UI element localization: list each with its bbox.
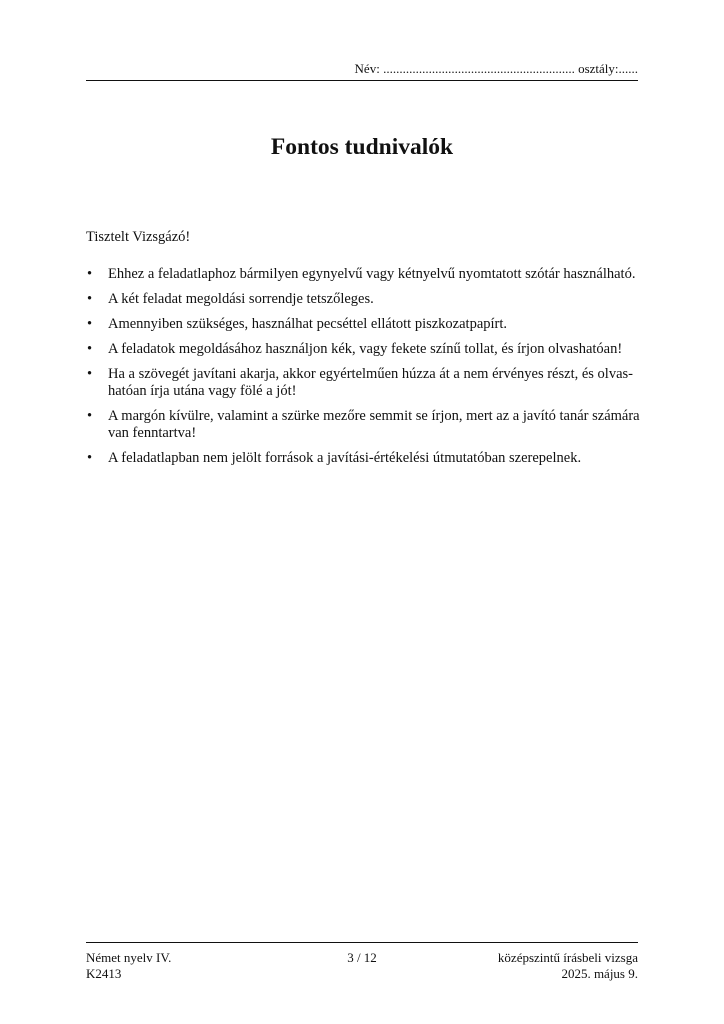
list-item bbox=[86, 366, 641, 400]
rule-text: A feladatlapban nem jelölt források a javítási-értékelési útmutatóban szerepelnek. bbox=[108, 450, 582, 466]
rule-text: A két feladat megoldási sorrendje tetszőleges. bbox=[108, 291, 374, 307]
rule-text: A margón kívülre, valamint a szürke mezőre semmit se írjon, mert az a javító tanár számára van fenntartva! bbox=[108, 408, 640, 441]
bullet-icon: • bbox=[87, 316, 93, 332]
rule-text: A feladatok megoldásához használjon kék, vagy fekete színű tollat, és írjon olvashatóan! bbox=[108, 341, 623, 357]
rule-text: Ha a szövegét javítani akarja, akkor egyértelműen húzza át a nem érvényes részt, és olvas-hatóan írja utána vagy fölé a jót! bbox=[108, 366, 633, 399]
footer-right bbox=[498, 950, 638, 982]
footer-code: K2413 bbox=[86, 966, 122, 981]
class-field[interactable]: osztály:...... bbox=[578, 61, 638, 76]
rule-text: Amennyiben szükséges, használhat pecséttel ellátott piszkozatpapírt. bbox=[108, 316, 508, 332]
rules-list bbox=[86, 266, 641, 475]
footer-date: 2025. május 9. bbox=[561, 966, 638, 981]
name-class-line bbox=[355, 61, 638, 77]
list-item bbox=[86, 266, 641, 283]
list-item bbox=[86, 316, 641, 333]
bullet-icon: • bbox=[87, 366, 93, 382]
bullet-icon: • bbox=[87, 341, 93, 357]
footer-subject: Német nyelv IV. bbox=[86, 950, 172, 965]
bullet-icon: • bbox=[87, 266, 93, 282]
bullet-icon: • bbox=[87, 450, 93, 466]
page-title: Fontos tudnivalók bbox=[270, 134, 454, 160]
footer-divider bbox=[86, 942, 638, 943]
list-item bbox=[86, 450, 641, 467]
bullet-icon: • bbox=[87, 291, 93, 307]
name-label: Név: bbox=[354, 61, 380, 76]
list-item bbox=[86, 341, 641, 358]
greeting: Tisztelt Vizsgázó! bbox=[86, 229, 191, 245]
page-header bbox=[86, 60, 638, 81]
page-number: 3 / 12 bbox=[347, 950, 377, 965]
list-item bbox=[86, 408, 641, 442]
name-field[interactable]: ........................................................... bbox=[383, 61, 575, 76]
rule-text: Ehhez a feladatlaphoz bármilyen egynyelvű vagy kétnyelvű nyomtatott szótár használható. bbox=[108, 266, 636, 282]
bullet-icon: • bbox=[87, 408, 93, 424]
footer-exam-type: középszintű írásbeli vizsga bbox=[497, 950, 638, 965]
list-item bbox=[86, 291, 641, 308]
